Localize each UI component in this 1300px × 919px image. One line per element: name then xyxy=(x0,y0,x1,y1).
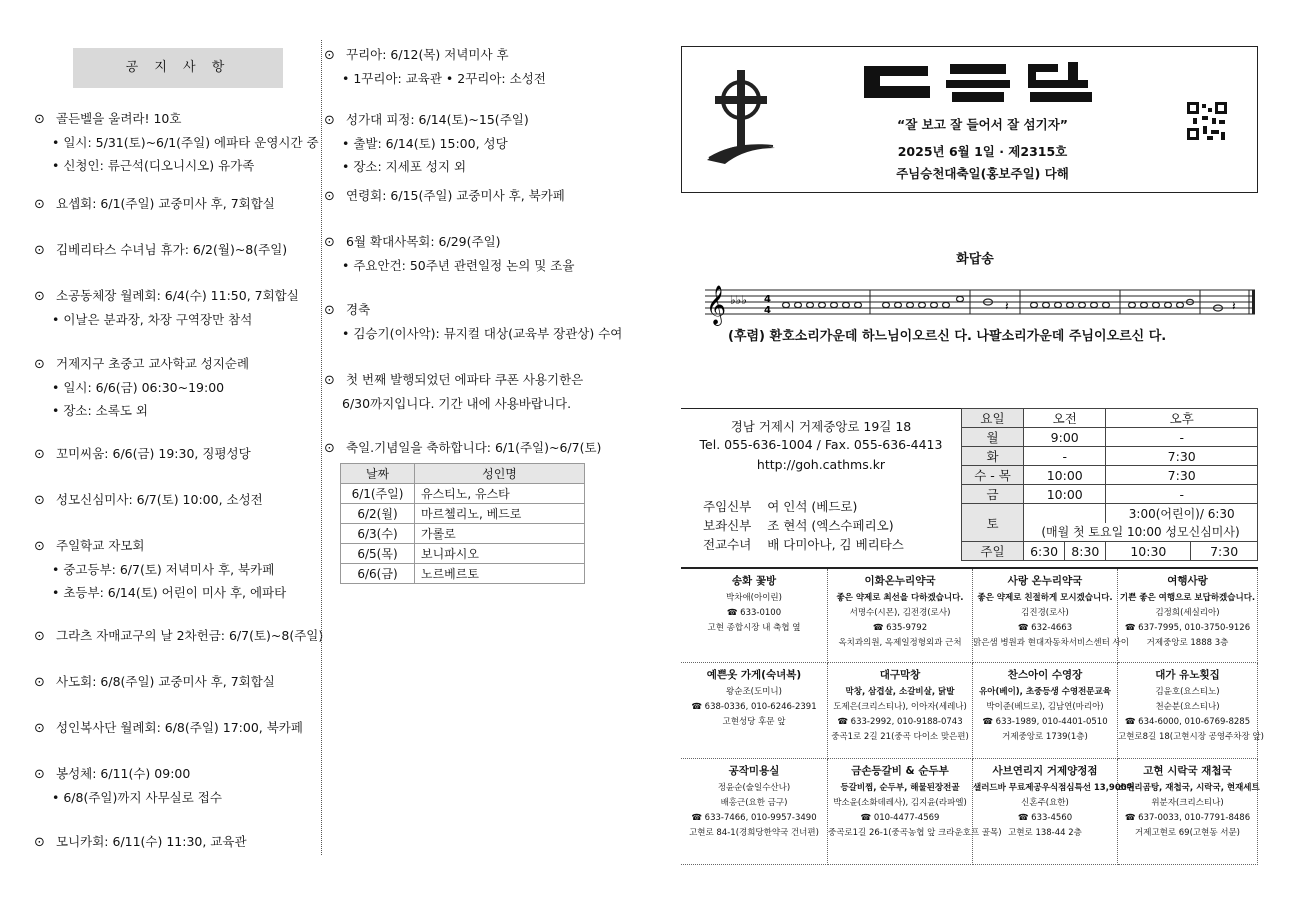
ad-line: ☎ 634-6000, 010-6769-8285 xyxy=(1124,717,1251,727)
masthead-logo-icon xyxy=(858,58,1108,108)
saint-name: 유스티노, 유스타 xyxy=(415,484,585,504)
mass-day: 금 xyxy=(962,485,1024,504)
svg-text:4: 4 xyxy=(764,294,771,305)
church-website[interactable]: http://goh.cathms.kr xyxy=(756,457,886,472)
notice-heading xyxy=(324,184,565,208)
notice-item xyxy=(34,762,222,809)
notice-heading xyxy=(34,442,251,466)
bullet-icon: ⊙ xyxy=(324,48,335,63)
notice-heading xyxy=(34,534,286,558)
notice-heading-text: 거제지구 초중고 교사학교 성지순례 xyxy=(56,356,250,371)
bullet-icon: ⊙ xyxy=(34,539,45,554)
notice-item xyxy=(324,298,622,345)
notice-item xyxy=(34,488,263,512)
ad-line: 소머리곰탕, 재첩국, 시락국, 현재세트 xyxy=(1118,783,1260,793)
notice-heading xyxy=(324,230,574,254)
ad-line: ☎ 638-0336, 010-6246-2391 xyxy=(691,702,817,712)
ad-line: ☎ 637-0033, 010-7791-8486 xyxy=(1124,813,1251,823)
notice-detail: • 신청인: 류근석(디오니시오) 유가족 xyxy=(52,158,255,173)
ad-line: 박소윤(소화데레사), 김지윤(라파엘) xyxy=(833,798,967,808)
notice-heading xyxy=(34,830,247,854)
ad-grid xyxy=(681,569,1264,865)
ad-line: 도제은(크리스티나), 이아자(세레나) xyxy=(833,702,967,712)
ad-name: 사브연리지 거제양정점 xyxy=(992,765,1098,777)
notice-detail: • 출발: 6/14(토) 15:00, 성당 xyxy=(342,136,508,151)
ad-card xyxy=(681,759,828,865)
ad-line: ☎ 633-2992, 010-9188-0743 xyxy=(837,717,963,727)
notice-heading-text: 주일학교 자모회 xyxy=(56,538,145,553)
ad-card xyxy=(973,569,1129,663)
svg-text:♭♭♭: ♭♭♭ xyxy=(730,293,747,307)
bullet-icon: ⊙ xyxy=(34,835,45,850)
mass-day: 수 - 목 xyxy=(962,466,1024,485)
ad-line: 박차애(아이린) xyxy=(726,593,782,603)
ad-card xyxy=(1118,569,1258,663)
staff-row xyxy=(703,497,857,515)
ad-line: ☎ 633-7466, 010-9957-3490 xyxy=(691,813,817,823)
notice-heading xyxy=(324,108,529,132)
bullet-icon: ⊙ xyxy=(34,767,45,782)
staff-row xyxy=(703,535,904,553)
bullet-icon: ⊙ xyxy=(34,629,45,644)
ad-line: 신혼주(요한) xyxy=(1021,798,1069,808)
psalm-title: 화답송 xyxy=(956,252,994,267)
mass-day: 토 xyxy=(962,504,1024,542)
bullet-icon: ⊙ xyxy=(324,113,335,128)
ad-name: 찬스아이 수영장 xyxy=(1007,669,1083,681)
ad-line: 왕순조(도미니) xyxy=(726,687,782,697)
notice-detail: 6/30까지입니다. 기간 내에 사용바랍니다. xyxy=(342,396,572,411)
notice-heading xyxy=(34,624,323,648)
ad-card xyxy=(973,759,1135,865)
notice-heading-text: 소공동체장 월례회: 6/4(수) 11:50, 7회합실 xyxy=(56,288,299,303)
ad-name: 송화 꽃방 xyxy=(731,575,777,587)
saint-date: 6/6(금) xyxy=(341,564,415,584)
mass-pm: - xyxy=(1106,428,1258,447)
ad-line: ☎ 635-9792 xyxy=(872,623,928,633)
bullet-icon: ⊙ xyxy=(34,675,45,690)
mass-header-am: 오전 xyxy=(1024,409,1106,428)
mass-schedule-table xyxy=(961,408,1258,561)
ad-line: ☎ 633-0100 xyxy=(726,608,782,618)
ad-line: 등갈비찜, 순두부, 해물된장전골 xyxy=(840,783,960,793)
mass-time: 7:30 xyxy=(1191,542,1258,561)
notice-item xyxy=(34,238,287,262)
notice-heading-text: 사도회: 6/8(주일) 교중미사 후, 7회합실 xyxy=(56,674,275,689)
table-row xyxy=(962,542,1258,561)
notice-item xyxy=(34,534,286,604)
ad-line: 막창, 삼겹살, 소갈비살, 닭발 xyxy=(845,687,955,697)
notice-heading xyxy=(34,284,299,308)
ad-line: 김정희(세실리아) xyxy=(1155,608,1220,618)
mass-note: (매월 첫 토요일 10:00 성모신심미사) xyxy=(1024,523,1258,542)
bullet-icon: ⊙ xyxy=(34,197,45,212)
mass-time: 10:30 xyxy=(1106,542,1191,561)
notice-heading-text: 그라츠 자매교구의 날 2차헌금: 6/7(토)~8(주일) xyxy=(56,628,324,643)
ad-name: 사랑 온누리약국 xyxy=(1007,575,1083,587)
ad-line: 서명수(시몬), 김전경(로사) xyxy=(849,608,951,618)
staff-name: 여 인석 (베드로) xyxy=(767,499,858,514)
notice-item xyxy=(324,436,601,460)
ad-card xyxy=(828,663,973,759)
ad-line: 유아(베이), 초중등생 수영전문교육 xyxy=(979,687,1111,697)
masthead-subtitle: “잘 보고 잘 들어서 잘 섬기자” xyxy=(896,117,1068,132)
ad-line: 중곡1로 2길 21(중곡 다이소 맞은편) xyxy=(831,732,969,742)
psalm-lyrics: (후렴) 환호소리가운데 하느님이오르신 다. 나팔소리가운데 주님이오르신 다. xyxy=(728,329,1167,344)
notice-heading xyxy=(324,368,583,392)
ad-name: 공작미용실 xyxy=(728,765,780,777)
notice-detail: • 이날은 분과장, 차장 구역장만 참석 xyxy=(52,312,253,327)
notice-heading xyxy=(324,436,601,460)
notice-item xyxy=(34,107,319,177)
ad-card xyxy=(828,569,973,663)
ad-card xyxy=(681,663,828,759)
notice-heading xyxy=(34,192,275,216)
music-staff-icon xyxy=(700,282,1260,325)
table-row xyxy=(962,428,1258,447)
notice-heading-text: 골든벨을 울려라! 10호 xyxy=(56,111,182,126)
mass-header-pm: 오후 xyxy=(1106,409,1258,428)
column-divider xyxy=(321,40,322,855)
notice-item xyxy=(34,716,303,740)
saints-header-name: 성인명 xyxy=(415,464,585,484)
ad-line: 위분자(크리스티나) xyxy=(1151,798,1224,808)
mass-day: 화 xyxy=(962,447,1024,466)
notice-heading-text: 성인복사단 월례회: 6/8(주일) 17:00, 북카페 xyxy=(56,720,303,735)
notice-heading-text: 성모신심미사: 6/7(토) 10:00, 소성전 xyxy=(56,492,263,507)
notice-heading xyxy=(324,298,622,322)
notice-heading xyxy=(34,670,275,694)
staff-role: 보좌신부 xyxy=(703,518,752,533)
ad-name: 대가 유노횟집 xyxy=(1155,669,1220,681)
saint-date: 6/2(월) xyxy=(341,504,415,524)
ad-line: 거제중앙로 1739(1층) xyxy=(1002,732,1088,742)
church-phone: Tel. 055-636-1004 / Fax. 055-636-4413 xyxy=(699,437,943,452)
bullet-icon: ⊙ xyxy=(34,112,45,127)
table-row xyxy=(962,504,1258,523)
table-row xyxy=(962,447,1258,466)
notice-heading-text: 첫 번째 발행되었던 에파타 쿠폰 사용기한은 xyxy=(346,372,584,387)
notice-item xyxy=(34,624,323,648)
notice-detail: • 일시: 5/31(토)~6/1(주일) 에파타 운영시간 중 xyxy=(52,135,319,150)
bullet-icon: ⊙ xyxy=(324,303,335,318)
mass-am: 10:00 xyxy=(1024,466,1106,485)
ad-line: 거제중앙로 1888 3층 xyxy=(1146,638,1229,648)
table-row xyxy=(341,524,585,544)
saint-date: 6/1(주일) xyxy=(341,484,415,504)
bullet-icon: ⊙ xyxy=(34,289,45,304)
svg-text:4: 4 xyxy=(764,305,771,316)
saint-name: 가롤로 xyxy=(415,524,585,544)
notice-item xyxy=(34,192,275,216)
ad-line: 박이준(베드로), 김남연(마리아) xyxy=(986,702,1104,712)
staff-row xyxy=(703,516,894,534)
ad-card xyxy=(681,569,828,663)
saint-date: 6/5(목) xyxy=(341,544,415,564)
bullet-icon: ⊙ xyxy=(34,357,45,372)
notice-heading-text: 경축 xyxy=(346,302,371,317)
notice-item xyxy=(324,230,574,277)
notice-item xyxy=(34,670,275,694)
ad-line: 천순분(요스티나) xyxy=(1155,702,1220,712)
notice-heading xyxy=(34,352,249,376)
mass-day: 주일 xyxy=(962,542,1024,561)
bullet-icon: ⊙ xyxy=(34,721,45,736)
mass-header-row xyxy=(962,409,1258,428)
notice-heading xyxy=(34,488,263,512)
staff-name: 배 다미아나, 김 베리타스 xyxy=(767,537,904,552)
notice-item xyxy=(324,108,529,178)
staff-name: 조 현석 (엑스수페리오) xyxy=(767,518,894,533)
ad-line: 고현로8길 18(고현시장 공영주차장 앞) xyxy=(1118,732,1264,742)
ad-name: 이화온누리약국 xyxy=(864,575,936,587)
table-row xyxy=(962,466,1258,485)
ad-card xyxy=(1118,663,1264,759)
saint-date: 6/3(수) xyxy=(341,524,415,544)
sponsor-ads xyxy=(681,567,1264,865)
notice-detail: • 6/8(주일)까지 사무실로 접수 xyxy=(52,790,222,805)
notice-heading-text: 연령회: 6/15(주일) 교중미사 후, 북카페 xyxy=(346,188,565,203)
bullet-icon: ⊙ xyxy=(324,441,335,456)
ad-line: 고현성당 후문 앞 xyxy=(722,717,786,727)
saints-header-date: 날짜 xyxy=(341,464,415,484)
table-row xyxy=(341,504,585,524)
ad-line: 고현 종합시장 내 축협 옆 xyxy=(707,623,801,633)
staff-role: 주임신부 xyxy=(703,499,752,514)
issue-info: 2025년 6월 1일 · 제2315호 xyxy=(897,144,1068,159)
notice-detail: • 주요안건: 50주년 관련일정 논의 및 조율 xyxy=(342,258,575,273)
notice-item xyxy=(34,830,247,854)
mass-time: 6:30 xyxy=(1024,542,1065,561)
saints-table xyxy=(340,463,585,584)
ad-line: ☎ 633-1989, 010-4401-0510 xyxy=(982,717,1108,727)
saint-name: 노르베르토 xyxy=(415,564,585,584)
table-row xyxy=(341,484,585,504)
notice-heading-text: 6월 확대사목회: 6/29(주일) xyxy=(346,234,501,249)
ad-line: ☎ 010-4477-4569 xyxy=(860,813,940,823)
ad-line: 고현로 84-1(경희당한약국 건너편) xyxy=(689,828,819,838)
mass-pm: 3:00(어린이)/ 6:30 xyxy=(1106,504,1258,523)
ad-line: 배홍근(요한 금구) xyxy=(720,798,788,808)
notice-heading xyxy=(324,43,546,67)
notice-heading xyxy=(34,762,222,786)
ad-line: 좋은 약제로 친절하게 모시겠습니다. xyxy=(977,593,1113,603)
notice-heading-text: 김베리타스 수녀님 휴가: 6/2(월)~8(주일) xyxy=(56,242,288,257)
ad-card xyxy=(828,759,1002,865)
ad-line: 정윤순(술일수산나) xyxy=(717,783,791,793)
notice-item xyxy=(34,352,249,422)
ad-card xyxy=(1118,759,1258,865)
notice-heading-text: 성가대 피정: 6/14(토)~15(주일) xyxy=(346,112,529,127)
ad-name: 예쁜옷 가게(숙녀복) xyxy=(706,669,802,681)
mass-pm: 7:30 xyxy=(1106,447,1258,466)
ad-line: 김윤호(요스티노) xyxy=(1155,687,1220,697)
ad-line: 거제고현로 69(고현동 서문) xyxy=(1135,828,1240,838)
saints-table-header xyxy=(341,464,585,484)
notice-heading-text: 축일.기념일을 축하합니다: 6/1(주일)~6/7(토) xyxy=(346,440,602,455)
svg-text:𝄞: 𝄞 xyxy=(706,285,727,325)
ad-line: 기쁜 좋은 여행으로 보답하겠습니다. xyxy=(1119,593,1256,603)
ad-card xyxy=(973,663,1118,759)
notice-title: 공 지 사 항 xyxy=(73,48,283,88)
saint-name: 보니파시오 xyxy=(415,544,585,564)
ad-name: 여행사랑 xyxy=(1167,575,1208,587)
mass-day: 월 xyxy=(962,428,1024,447)
notice-item xyxy=(324,368,583,415)
ad-name: 금손등갈비 & 순두부 xyxy=(851,765,949,777)
saint-name: 마르첼리노, 베드로 xyxy=(415,504,585,524)
staff-role: 전교수녀 xyxy=(703,537,752,552)
notice-heading xyxy=(34,716,303,740)
ad-line: 중곡로1길 26-1(중곡농협 앞 크라운호프 골목) xyxy=(828,828,1002,838)
notice-detail: • 1꾸리아: 교육관 • 2꾸리아: 소성전 xyxy=(342,71,546,86)
sunday-name: 주님승천대축일(홍보주일) 다해 xyxy=(896,166,1069,181)
notice-detail: • 김승기(이사악): 뮤지컬 대상(교육부 장관상) 수여 xyxy=(342,326,623,341)
notice-heading xyxy=(34,107,319,131)
notice-item xyxy=(34,442,251,466)
mass-am: - xyxy=(1024,447,1106,466)
bullet-icon: ⊙ xyxy=(324,235,335,250)
svg-text:𝄽: 𝄽 xyxy=(1232,299,1236,313)
mass-header-day: 요일 xyxy=(962,409,1024,428)
notice-detail: • 장소: 소록도 외 xyxy=(52,403,148,418)
mass-am: 10:00 xyxy=(1024,485,1106,504)
table-row xyxy=(962,485,1258,504)
svg-text:𝄽: 𝄽 xyxy=(1005,299,1009,313)
ad-line: 고현로 138-44 2층 xyxy=(1008,828,1082,838)
notice-detail: • 일시: 6/6(금) 06:30~19:00 xyxy=(52,380,225,395)
ad-line: 샐러드바 무료제공우식점심특선 13,900원 xyxy=(973,783,1135,793)
mass-pm: 7:30 xyxy=(1106,466,1258,485)
ad-line: 좋은 약제로 최선을 다하겠습니다. xyxy=(836,593,964,603)
notice-heading-text: 모니카회: 6/11(수) 11:30, 교육관 xyxy=(56,834,247,849)
table-row xyxy=(341,564,585,584)
church-info xyxy=(681,408,961,564)
ad-line: ☎ 632-4663 xyxy=(1017,623,1073,633)
bullet-icon: ⊙ xyxy=(34,243,45,258)
mass-pm: - xyxy=(1106,485,1258,504)
notice-heading-text: 요셉회: 6/1(주일) 교중미사 후, 7회합실 xyxy=(56,196,275,211)
ad-line: 옥치과의원, 옥제일정형외과 근처 xyxy=(838,638,962,648)
notice-heading xyxy=(34,238,287,262)
qr-code-icon[interactable] xyxy=(1187,102,1227,140)
notice-detail: • 장소: 지세포 성지 외 xyxy=(342,159,467,174)
cross-logo-icon xyxy=(705,68,777,168)
notice-item xyxy=(324,184,565,208)
ad-name: 고현 시락국 재첩국 xyxy=(1143,765,1232,777)
bullet-icon: ⊙ xyxy=(324,189,335,204)
notice-heading-text: 꾸리아: 6/12(목) 저녁미사 후 xyxy=(346,47,509,62)
church-address: 경남 거제시 거제중앙로 19길 18 xyxy=(730,419,912,434)
notice-heading-text: 봉성체: 6/11(수) 09:00 xyxy=(56,766,191,781)
bullet-icon: ⊙ xyxy=(34,493,45,508)
bullet-icon: ⊙ xyxy=(324,373,335,388)
bullet-icon: ⊙ xyxy=(34,447,45,462)
ad-line: 맑은샘 병원과 현대자동차서비스센터 사이 xyxy=(973,638,1129,648)
notice-detail: • 초등부: 6/14(토) 어린이 미사 후, 에파타 xyxy=(52,585,287,600)
notice-detail: • 중고등부: 6/7(토) 저녁미사 후, 북카페 xyxy=(52,562,275,577)
notice-heading-text: 꼬미씨움: 6/6(금) 19:30, 징평성당 xyxy=(56,446,251,461)
ad-line: 김진경(로사) xyxy=(1021,608,1069,618)
ad-name: 대구막창 xyxy=(879,669,921,681)
ad-line: ☎ 637-7995, 010-3750-9126 xyxy=(1124,623,1251,633)
ad-line: ☎ 633-4560 xyxy=(1017,813,1073,823)
notice-item xyxy=(324,43,546,90)
table-row xyxy=(341,544,585,564)
notice-item xyxy=(34,284,299,331)
mass-time: 8:30 xyxy=(1065,542,1106,561)
mass-am: 9:00 xyxy=(1024,428,1106,447)
